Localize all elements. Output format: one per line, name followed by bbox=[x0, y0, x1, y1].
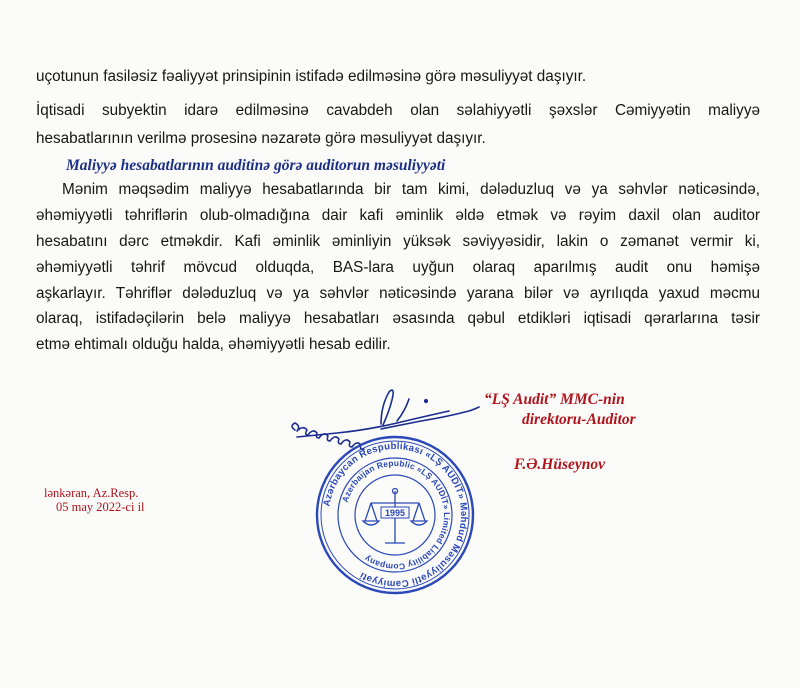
signature-name: F.Ə.Hüseynov bbox=[514, 456, 606, 473]
paragraph-line-3: hesabatını dərc etməkdir. Kafi əminlik əminliyin yüksək səviyyəsidir, lakin o zəmanət vermir ki, bbox=[36, 233, 760, 250]
body-line-3: hesabatlarının verilmə prosesinə nəzarətə görə məsuliyyət daşıyır. bbox=[36, 130, 486, 147]
paragraph-line-6: olaraq, istifadəçilərin belə maliyyə hesabatları əsasında qəbul etdikləri iqtisadi qərarlarına təsir bbox=[36, 310, 760, 327]
signature-title-line-2: direktoru-Auditor bbox=[522, 411, 636, 428]
signature-title-line-1: “LŞ Audit” MMC-nin bbox=[484, 391, 625, 408]
paragraph-line-5: aşkarlayır. Təhriflər dələduzluq və ya səhvlər nəticəsində yarana bilər və ayrılıqda yaxud məcmu bbox=[36, 285, 760, 302]
stamp-inner-text: Azerbaijan Republic «LŞ AUDİT» Limited Liability Company bbox=[339, 457, 453, 573]
body-line-2: İqtisadi subyektin idarə edilməsinə cavabdeh olan səlahiyyətli şəxslər Cəmiyyətin maliyyə bbox=[36, 102, 760, 119]
paragraph-line-4: əhəmiyyətli təhrif mövcud olduqda, BAS-lara uyğun olaraq aparılmış audit onu həmişə bbox=[36, 259, 760, 276]
paragraph-line-1: Mənim məqsədim maliyyə hesabatlarında bir tam kimi, dələduzluq və ya səhvlər nəticəsində, bbox=[62, 181, 760, 198]
place-text: lənkəran, Az.Resp. bbox=[44, 486, 139, 500]
official-stamp bbox=[313, 433, 477, 597]
date-text: 05 may 2022-ci il bbox=[56, 500, 145, 514]
stamp-outer-text: Azərbaycan Respublikası «LŞ AUDİT» Məhdud Məsuliyyətli Cəmiyyəti bbox=[321, 440, 470, 590]
section-heading: Maliyyə hesabatlarının auditinə görə auditorun məsuliyyəti bbox=[66, 157, 446, 174]
paragraph-line-2: əhəmiyyətli təhriflərin olub-olmadığına dair kafi əminlik əldə etmək və rəyim daxil olan auditor bbox=[36, 207, 760, 224]
stamp-year: 1995 bbox=[384, 508, 406, 518]
paragraph-line-7: etmə ehtimalı olduğu halda, əhəmiyyətli hesab edilir. bbox=[36, 336, 391, 353]
body-line-1: uçotunun fasiləsiz fəaliyyət prinsipinin istifadə edilməsinə görə məsuliyyət daşıyır. bbox=[36, 68, 587, 85]
